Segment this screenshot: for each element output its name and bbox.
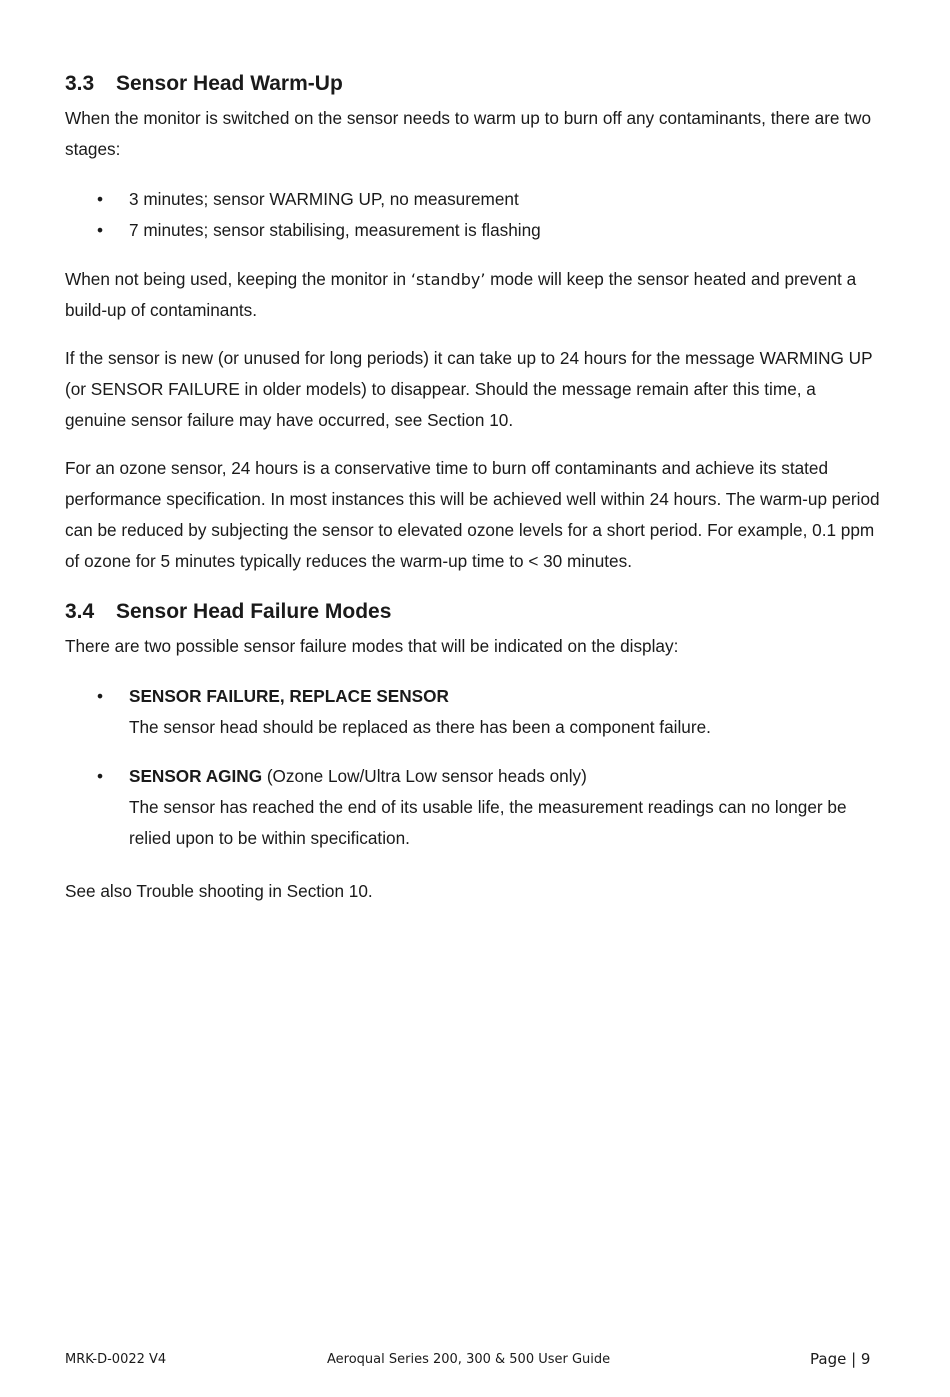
bullet-icon: •: [97, 686, 104, 706]
failure-mode-name: SENSOR AGING: [129, 766, 263, 786]
section-3-3-heading: [65, 72, 343, 96]
list-item: • 7 minutes; sensor stabilising, measurement is flashing: [65, 215, 885, 246]
section-number: 3.3: [65, 72, 95, 95]
failure-mode-name: SENSOR FAILURE, REPLACE SENSOR: [129, 686, 449, 706]
ozone-paragraph: For an ozone sensor, 24 hours is a conservative time to burn off contaminants and achieve its stated performance specification. In most instances this will be achieved well within 24 hours. The warm-up period can be reduced by subjecting the sensor to elevated ozone levels for a short period. For example, 0.1 ppm of ozone for 5 minutes typically reduces the warm-up time to < 30 minutes.: [65, 458, 880, 571]
list-item: [65, 681, 885, 743]
footer-page-number: Page | 9: [810, 1350, 871, 1368]
failure-mode-description: The sensor head should be replaced as there has been a component failure.: [129, 717, 711, 737]
bullet-icon: •: [97, 766, 104, 786]
list-item: • 3 minutes; sensor WARMING UP, no measurement: [65, 184, 885, 215]
section-title: Sensor Head Failure Modes: [116, 600, 392, 623]
section-title: Sensor Head Warm-Up: [116, 72, 343, 95]
warmup-stages-list: [65, 184, 885, 246]
failure-modes-intro: There are two possible sensor failure modes that will be indicated on the display:: [65, 636, 679, 656]
failure-mode-qualifier: (Ozone Low/Ultra Low sensor heads only): [262, 766, 587, 786]
footer-doc-code: MRK-D-0022 V4: [65, 1352, 167, 1367]
see-also-paragraph: See also Trouble shooting in Section 10.: [65, 881, 373, 901]
list-item: [65, 761, 885, 854]
bullet-icon: •: [97, 220, 104, 240]
bullet-icon: •: [97, 189, 104, 209]
failure-mode-description: The sensor has reached the end of its usable life, the measurement readings can no longer be relied upon to be within specification.: [129, 797, 847, 848]
section-3-4-heading: [65, 600, 391, 624]
footer-guide-title: Aeroqual Series 200, 300 & 500 User Guide: [327, 1352, 611, 1367]
new-sensor-paragraph: If the sensor is new (or unused for long periods) it can take up to 24 hours for the message WARMING UP (or SENSOR FAILURE in older models) to disappear. Should the message remain after this time, a genuine sensor failure may have occurred, see Section 10.: [65, 348, 873, 430]
section-number: 3.4: [65, 600, 95, 623]
standby-paragraph: When not being used, keeping the monitor in ‘standby’ mode will keep the sensor heated and prevent a build-up of contaminants.: [65, 269, 857, 320]
failure-modes-list: [65, 681, 885, 854]
warmup-intro: When the monitor is switched on the sensor needs to warm up to burn off any contaminants, there are two stages:: [65, 108, 872, 159]
standby-term: ‘standby’: [410, 270, 486, 289]
